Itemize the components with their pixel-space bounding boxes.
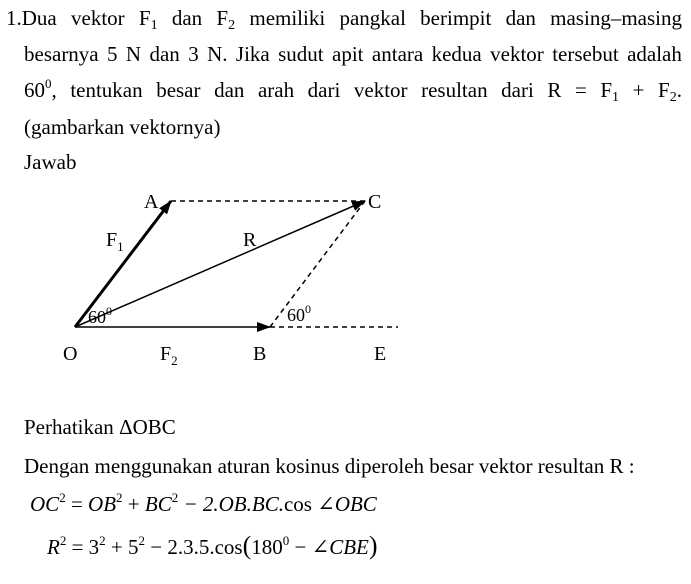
label-angle-o: $60^0$ — [88, 304, 112, 327]
method-line: Dengan menggunakan aturan kosinus diperoleh besar vektor resultan R : — [24, 454, 635, 478]
vector-f1: $F_1$ — [138, 6, 158, 33]
angle-60: $60^0$, — [24, 76, 57, 102]
dashed-line-bc — [270, 201, 365, 327]
vector-f1: $F_1$ — [600, 78, 620, 105]
vector-f2: $F_2$. — [658, 78, 682, 105]
label-o: O — [63, 343, 78, 365]
vector-r-arrow — [75, 201, 365, 327]
problem-line-1: 1.Dua vektor $F_1$ dan $F_2$ memiliki pangkal berimpit dan masing–masing — [6, 6, 682, 33]
label-c: C — [368, 191, 382, 213]
label-f1: $F_1$ — [106, 229, 124, 254]
problem-number: 1. — [6, 6, 22, 30]
vector-diagram — [0, 185, 691, 385]
vector-f2: $F_2$ — [216, 6, 236, 33]
problem-line-2: besarnya 5 N dan 3 N. Jika sudut apit antara kedua vektor tersebut adalah — [24, 42, 682, 66]
equation-substituted: $R^2 = 3^2 + 5^2 - 2.3.5.\cos(180^0$ − ∠CBE) — [47, 531, 378, 560]
answer-label: Jawab — [24, 150, 77, 174]
label-angle-b: $60^0$ — [287, 302, 311, 325]
label-f2: $F_2$ — [160, 343, 178, 368]
equation-cosine-rule: $OC^2 = OB^2 + BC^2 - 2.OB.BC.\cos$ ∠OBC — [30, 490, 377, 516]
notice-line: Perhatikan ΔOBC — [24, 415, 176, 439]
problem-line-4: (gambarkan vektornya) — [24, 115, 221, 139]
problem-line-3: $60^0$, tentukan besar dan arah dari vektor resultan dari R = $F_1$ + $F_2$. — [24, 76, 682, 105]
label-r: R — [243, 229, 257, 251]
triangle-icon: Δ — [119, 415, 133, 439]
label-a: A — [144, 191, 159, 213]
label-b: B — [253, 343, 267, 365]
label-e: E — [374, 343, 387, 365]
